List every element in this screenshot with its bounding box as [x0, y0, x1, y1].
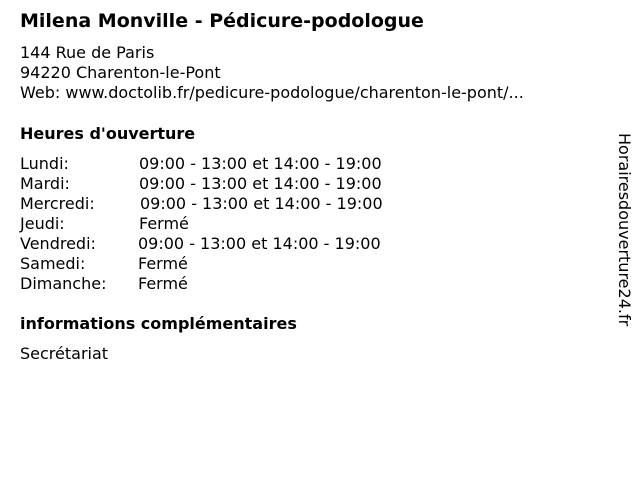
city-address: 94220 Charenton-le-Pont — [20, 63, 221, 82]
hours-day: Lundi: — [20, 154, 69, 173]
hours-time: Fermé — [139, 214, 189, 233]
hours-time: Fermé — [138, 274, 188, 293]
hours-day: Mercredi: — [20, 194, 95, 213]
hours-day: Jeudi: — [20, 214, 65, 233]
hours-time: 09:00 - 13:00 et 14:00 - 19:00 — [138, 234, 381, 253]
hours-heading: Heures d'ouverture — [20, 124, 196, 143]
info-heading: informations complémentaires — [20, 314, 297, 333]
hours-day: Dimanche: — [20, 274, 107, 293]
hours-time: 09:00 - 13:00 et 14:00 - 19:00 — [140, 194, 383, 213]
hours-day: Mardi: — [20, 174, 70, 193]
hours-day: Samedi: — [20, 254, 86, 273]
hours-time: Fermé — [138, 254, 188, 273]
address-block — [20, 43, 524, 103]
site-watermark-label: Horairesdouverture24.fr — [615, 133, 634, 327]
hours-time: 09:00 - 13:00 et 14:00 - 19:00 — [139, 174, 382, 193]
website-link[interactable]: Web: www.doctolib.fr/pedicure-podologue/charenton-le-pont/... — [20, 83, 524, 102]
page-title: Milena Monville - Pédicure-podologue — [20, 10, 424, 32]
street-address: 144 Rue de Paris — [20, 43, 155, 62]
info-text: Secrétariat — [20, 344, 109, 363]
hours-day: Vendredi: — [20, 234, 96, 253]
hours-time: 09:00 - 13:00 et 14:00 - 19:00 — [139, 154, 382, 173]
